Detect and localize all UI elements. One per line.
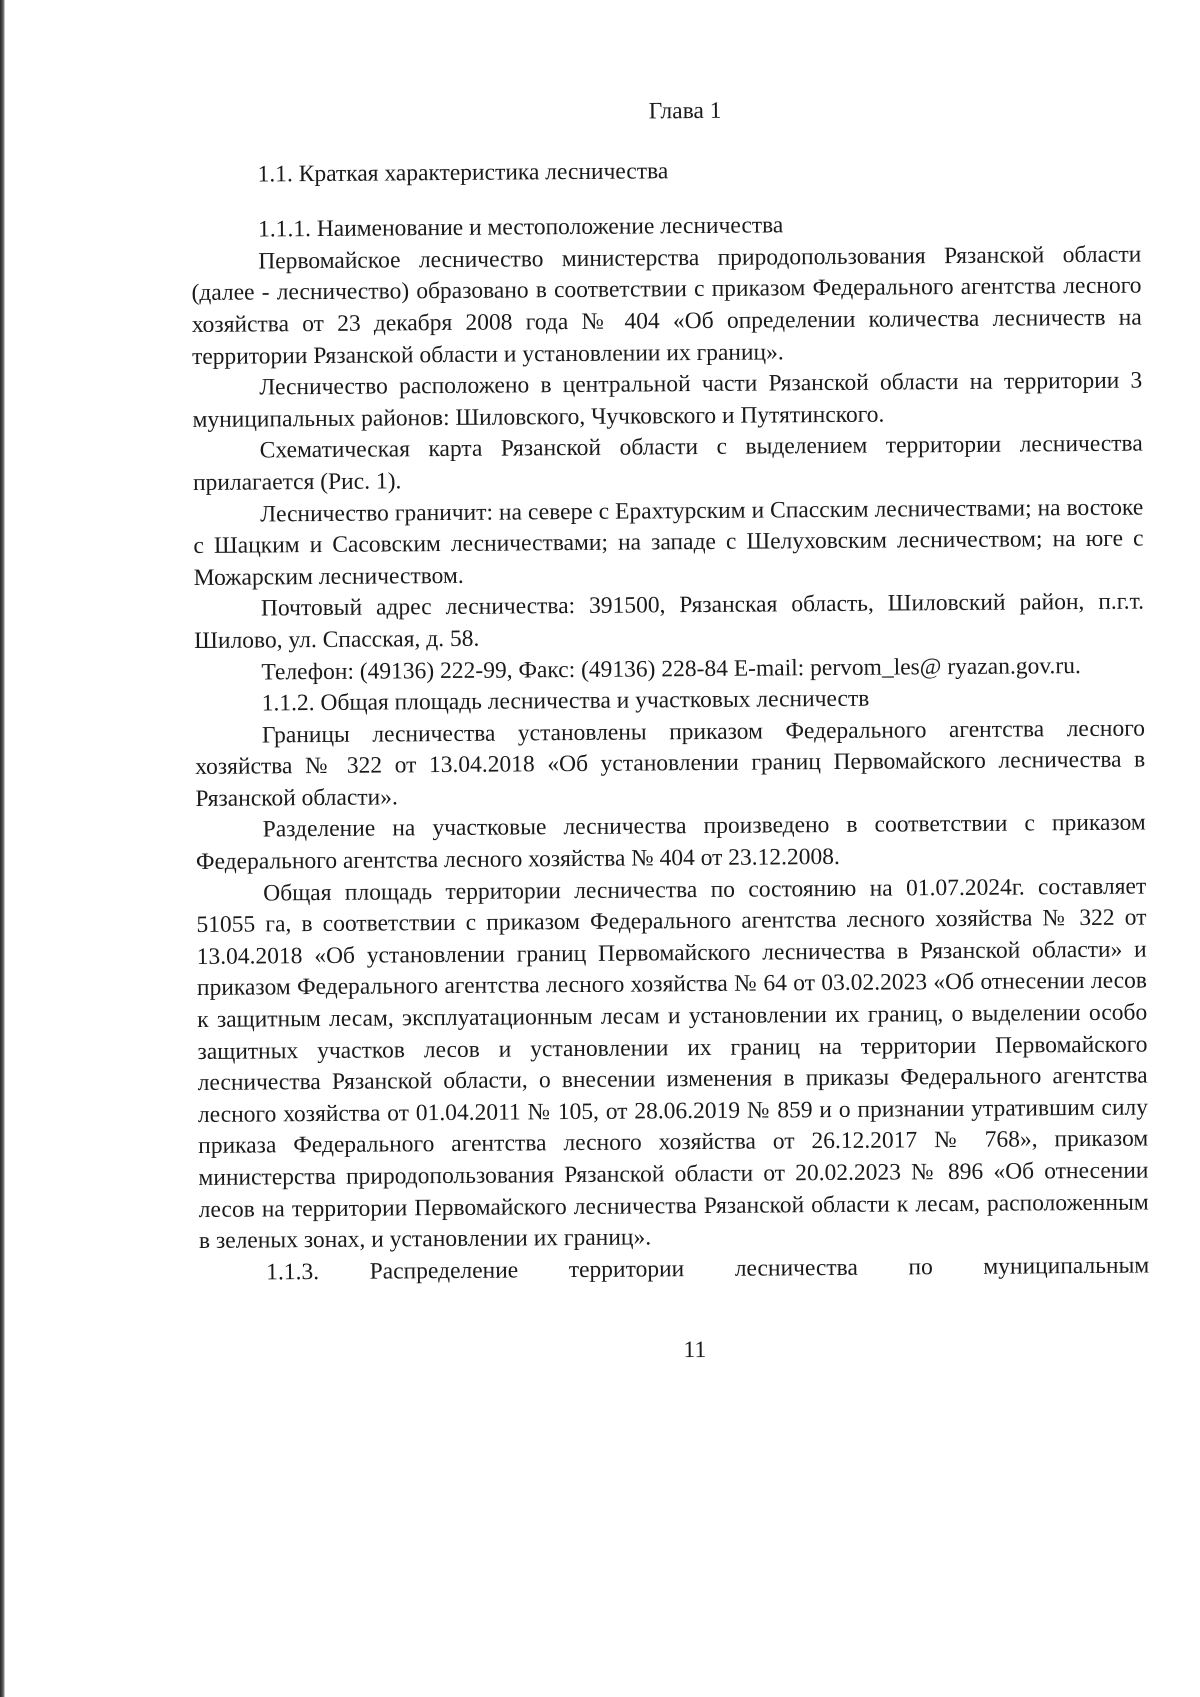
paragraph: Телефон: (49136) 222-99, Факс: (49136) 228-84 E-mail: pervom_les@ ryazan.gov.ru. — [261, 652, 1081, 685]
subsection-heading-1-1-3: 1.1.3. Распределение территории лесничества по муниципальным — [266, 1252, 1150, 1286]
paragraph: Почтовый адрес лесничества: 391500, Рязанская область, Шиловский район, п.г.т. Шилово, ул. Спасская, д. 58. — [194, 588, 1145, 654]
document-page — [190, 93, 1150, 1371]
section-heading-1-1: 1.1. Краткая характеристика лесничества — [257, 157, 669, 188]
subsection-heading-1-1-2: 1.1.2. Общая площадь лесничества и участковых лесничеств — [261, 685, 870, 717]
paragraph: Общая площадь территории лесничества по состоянию на 01.07.2024г. составляет 51055 га, в соответствии с приказом Федерального агентства лесного хозяйства № 322 от 13.04.2018 «Об установлении границ Первомайского лесничества в Рязанской области» и приказом Федерального агентства лесного хозяйства № 64 от 03.02.2023 «Об отнесении лесов к защитным лесам, эксплуатационным лесам и установлении их границ, о выделении особо защитных участков лесов и установлении их границ на территории Первомайского лесничества Рязанской области, о внесении изменения в приказы Федерального агентства лесного хозяйства от 01.04.2011 № 105, от 28.06.2019 № 859 и о признании утратившим силу приказа Федерального агентства лесного хозяйства от 26.12.2017 № 768», приказом министерства природопользования Рязанской области от 20.02.2023 № 896 «Об отнесении лесов на территории Первомайского лесничества Рязанской области к лесам, расположенным в зеленых зонах, и установлении их границ». — [196, 873, 1149, 1255]
scan-edge — [0, 0, 5, 1697]
paragraph: Лесничество граничит: на севере с Ерахтурским и Спасским лесничествами; на востоке с Шацким и Сасовским лесничествами; на западе с Шелуховским лесничеством; на юге с Можарским лесничеством. — [193, 494, 1144, 591]
subsection-heading-1-1-1: 1.1.1. Наименование и местоположение лесничества — [257, 212, 784, 243]
paragraph: Схематическая карта Рязанской области с выделением территории лесничества прилагается (Рис. 1). — [192, 430, 1143, 496]
paragraph: Разделение на участковые лесничества произведено в соответствии с приказом Федерального агентства лесного хозяйства № 404 от 23.12.2008. — [195, 809, 1146, 876]
paragraph: Первомайское лесничество министерства природопользования Рязанской области (далее - лесничество) образовано в соответствии с приказом Федерального агентства лесного хозяйства от 23 декабря 2008 года № 404 «Об определении количества лесничеств на территории Рязанской области и установлении их границ». — [191, 241, 1142, 370]
paragraph: Границы лесничества установлены приказом Федерального агентства лесного хозяйства № 322 от 13.04.2018 «Об установлении границ Первомайского лесничества в Рязанской области». — [195, 715, 1146, 812]
page-number: 11 — [683, 1337, 707, 1364]
paragraph: Лесничество расположено в центральной части Рязанской области на территории 3 муниципальных районов: Шиловского, Чучковского и Путятинского. — [192, 367, 1143, 433]
chapter-title: Глава 1 — [648, 97, 722, 125]
